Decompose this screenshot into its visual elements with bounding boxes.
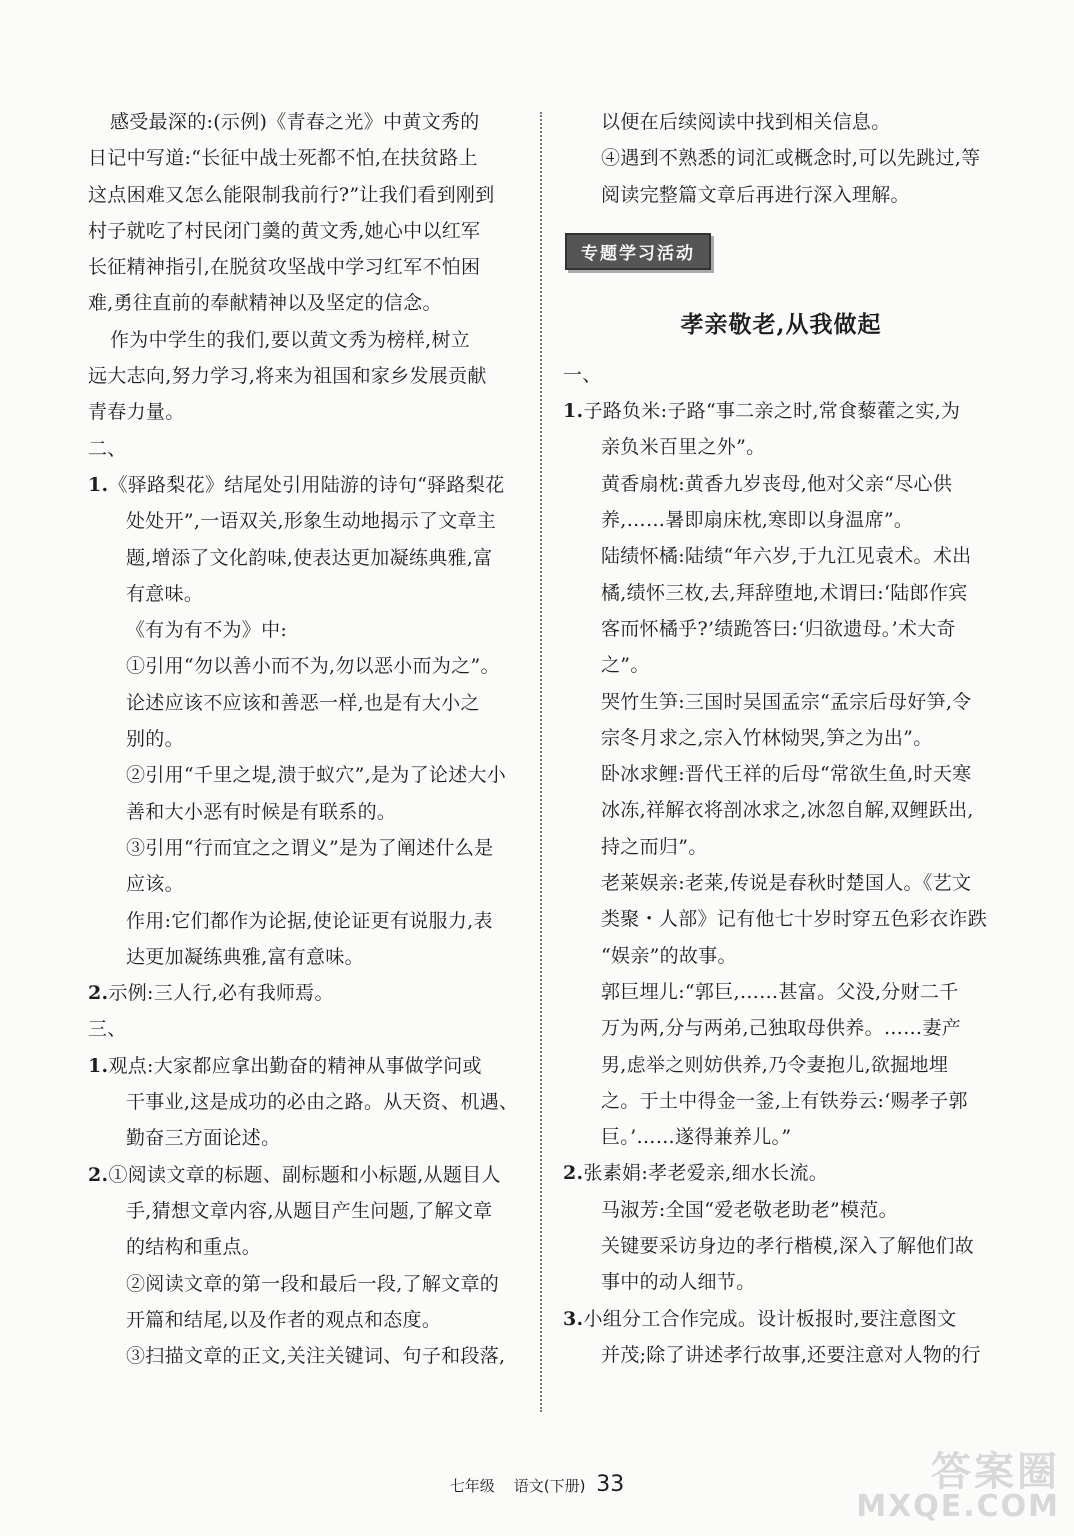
- text-line: 橘,绩怀三枚,去,拜辞堕地,术谓曰:‘陆郎作宾: [601, 581, 968, 604]
- text-line: 类聚・人部》记有他七十岁时穿五色彩衣诈跌: [601, 908, 988, 931]
- text-line: 感受最深的:(示例)《青春之光》中黄文秀的: [110, 111, 480, 133]
- text-line: 客而怀橘乎?’绩跪答曰:‘归欲遗母。’术大奇: [601, 617, 956, 640]
- text-line: 巨。’……遂得兼养儿。”: [601, 1126, 792, 1149]
- text-line: 应该。: [126, 873, 184, 896]
- text-line: 有意味。: [126, 582, 204, 605]
- text-line: ①引用“勿以善小而不为,勿以恶小而为之”。: [126, 655, 500, 678]
- text-line: 万为两,分与两弟,己独取母供养。……妻产: [601, 1017, 962, 1040]
- item-text: 示例:三人行,必有我师焉。: [108, 982, 334, 1005]
- text-line: [563, 1301, 999, 1337]
- item-text: ①阅读文章的标题、副标题和小标题,从题目人: [108, 1163, 501, 1186]
- text-line: 陆绩怀橘:陆绩“年六岁,于九江见袁术。术出: [601, 545, 972, 568]
- text-line: 之。于土中得金一釜,上有铁券云:‘赐孝子郭: [601, 1089, 968, 1112]
- text-line: 哭竹生笋:三国时吴国孟宗“孟宗后母好笋,令: [601, 690, 972, 713]
- text-line: [563, 1155, 999, 1191]
- text-line: 阅读完整篇文章后再进行深入理解。: [601, 183, 910, 206]
- text-line: 的结构和重点。: [126, 1236, 262, 1259]
- text-line: ②阅读文章的第一段和最后一段,了解文章的: [126, 1272, 500, 1295]
- watermark-logo: [856, 1449, 1060, 1524]
- text-line: 之”。: [601, 654, 650, 677]
- text-line: 以便在后续阅读中找到相关信息。: [601, 111, 891, 133]
- item-text: 张素娟:孝老爱亲,细水长流。: [583, 1162, 829, 1185]
- footer-subject: 语文(下册): [513, 1477, 586, 1495]
- text-line: 马淑芳:全国“爱老敬老助老”模范。: [601, 1198, 898, 1221]
- watermark-line1: 答案圈: [931, 1449, 1060, 1495]
- text-line: 长征精神指引,在脱贫攻坚战中学习红军不怕困: [88, 256, 481, 279]
- text-line: 勤奋三方面论述。: [126, 1127, 281, 1150]
- text-line: ③扫描文章的正文,关注关键词、句子和段落,: [126, 1345, 506, 1368]
- text-line: 一、: [563, 363, 602, 386]
- text-line: 别的。: [126, 728, 184, 751]
- text-line: 养,……暑即扇床枕,寒即以身温席”。: [601, 509, 914, 532]
- text-line: 三、: [88, 1018, 127, 1041]
- item-number: 2.: [563, 1162, 584, 1185]
- text-line: 《有为有不为》中:: [126, 619, 288, 642]
- item-number: 3.: [563, 1307, 584, 1330]
- text-line: 手,猜想文章内容,从题目产生问题,了解文章: [126, 1199, 493, 1222]
- text-line: 处处开”,一语双关,形象生动地揭示了文章主: [126, 510, 497, 533]
- page-number: 33: [596, 1472, 625, 1497]
- right-column-body: [563, 357, 999, 1373]
- text-line: 黄香扇枕:黄香九岁丧母,他对父亲“尽心供: [601, 472, 953, 495]
- item-number: 2.: [88, 1163, 109, 1186]
- text-line: 这点困难又怎么能限制我前行?”让我们看到刚到: [88, 183, 495, 206]
- text-line: ④遇到不熟悉的词汇或概念时,可以先跳过,等: [601, 147, 981, 170]
- text-line: 日记中写道:“长征中战士死都不怕,在扶贫路上: [88, 147, 478, 170]
- text-line: 远大志向,努力学习,将来为祖国和家乡发展贡献: [88, 365, 487, 388]
- text-line: 题,增添了文化韵味,使表达更加凝练典雅,富: [126, 546, 493, 569]
- text-line: 论述应该不应该和善恶一样,也是有大小之: [126, 691, 480, 714]
- text-line: 卧冰求鲤:晋代王祥的后母“常欲生鱼,时天寒: [601, 763, 972, 786]
- item-text: 子路负米:子路“事二亲之时,常食藜藿之实,为: [583, 400, 961, 423]
- text-line: [88, 467, 518, 503]
- section-tag: 专题学习活动: [565, 233, 711, 270]
- text-line: 难,勇往直前的奉献精神以及坚定的信念。: [88, 292, 442, 315]
- text-line: 郭巨埋儿:“郭巨,……甚富。父没,分财二千: [601, 980, 959, 1003]
- column-divider: [540, 112, 542, 1412]
- item-number: 1.: [563, 400, 584, 423]
- text-line: “娱亲”的故事。: [601, 944, 737, 967]
- text-line: 青春力量。: [88, 401, 185, 424]
- text-line: 亲负米百里之外”。: [601, 436, 766, 459]
- right-column-continued-text: [563, 104, 999, 213]
- item-text: 观点:大家都应拿出勤奋的精神从事做学问或: [108, 1054, 482, 1077]
- item-number: 1.: [88, 473, 109, 496]
- item-number: 2.: [88, 982, 109, 1005]
- text-line: 村子就吃了村民闭门羹的黄文秀,她心中以红军: [88, 219, 481, 242]
- left-column: [88, 104, 518, 1374]
- text-line: 事中的动人细节。: [601, 1271, 756, 1294]
- text-line: 宗冬月求之,宗入竹林恸哭,笋之为出”。: [601, 726, 933, 749]
- text-line: [563, 393, 999, 429]
- text-line: [88, 1048, 518, 1084]
- item-number: 1.: [88, 1054, 109, 1077]
- text-line: 达更加凝练典雅,富有意味。: [126, 945, 364, 968]
- text-line: 男,虑举之则妨供养,乃令妻抱儿,欲掘地埋: [601, 1053, 949, 1076]
- activity-title: 孝亲敬老,从我做起: [680, 310, 882, 338]
- text-line: 作为中学生的我们,要以黄文秀为榜样,树立: [110, 328, 471, 351]
- text-line: 老莱娱亲:老莱,传说是春秋时楚国人。《艺文: [601, 872, 972, 895]
- text-line: 并茂;除了讲述孝行故事,还要注意对人物的行: [601, 1343, 981, 1366]
- item-text: 小组分工合作完成。设计板报时,要注意图文: [583, 1307, 957, 1330]
- text-line: 冰冻,祥解衣将剖冰求之,冰忽自解,双鲤跃出,: [601, 799, 974, 822]
- text-line: ②引用“千里之堤,溃于蚁穴”,是为了论述大小: [126, 764, 507, 787]
- text-line: 善和大小恶有时候是有联系的。: [126, 800, 397, 823]
- text-line: ③引用“行而宜之之谓义”是为了阐述什么是: [126, 836, 494, 859]
- watermark-line2: MXQE.COM: [856, 1489, 1060, 1524]
- item-text: 《驿路梨花》结尾处引用陆游的诗句“驿路梨花: [108, 473, 505, 496]
- footer-grade: 七年级: [449, 1477, 495, 1495]
- text-line: 关键要采访身边的孝行楷模,深入了解他们故: [601, 1235, 975, 1258]
- right-column: [563, 104, 999, 1373]
- text-line: 二、: [88, 437, 127, 460]
- text-line: 持之而归”。: [601, 835, 708, 858]
- text-line: 开篇和结尾,以及作者的观点和态度。: [126, 1308, 442, 1331]
- text-line: [88, 975, 518, 1011]
- text-line: [88, 1157, 518, 1193]
- text-line: 作用:它们都作为论据,使论证更有说服力,表: [126, 909, 493, 932]
- text-line: 干事业,这是成功的必由之路。从天资、机遇、: [126, 1091, 519, 1114]
